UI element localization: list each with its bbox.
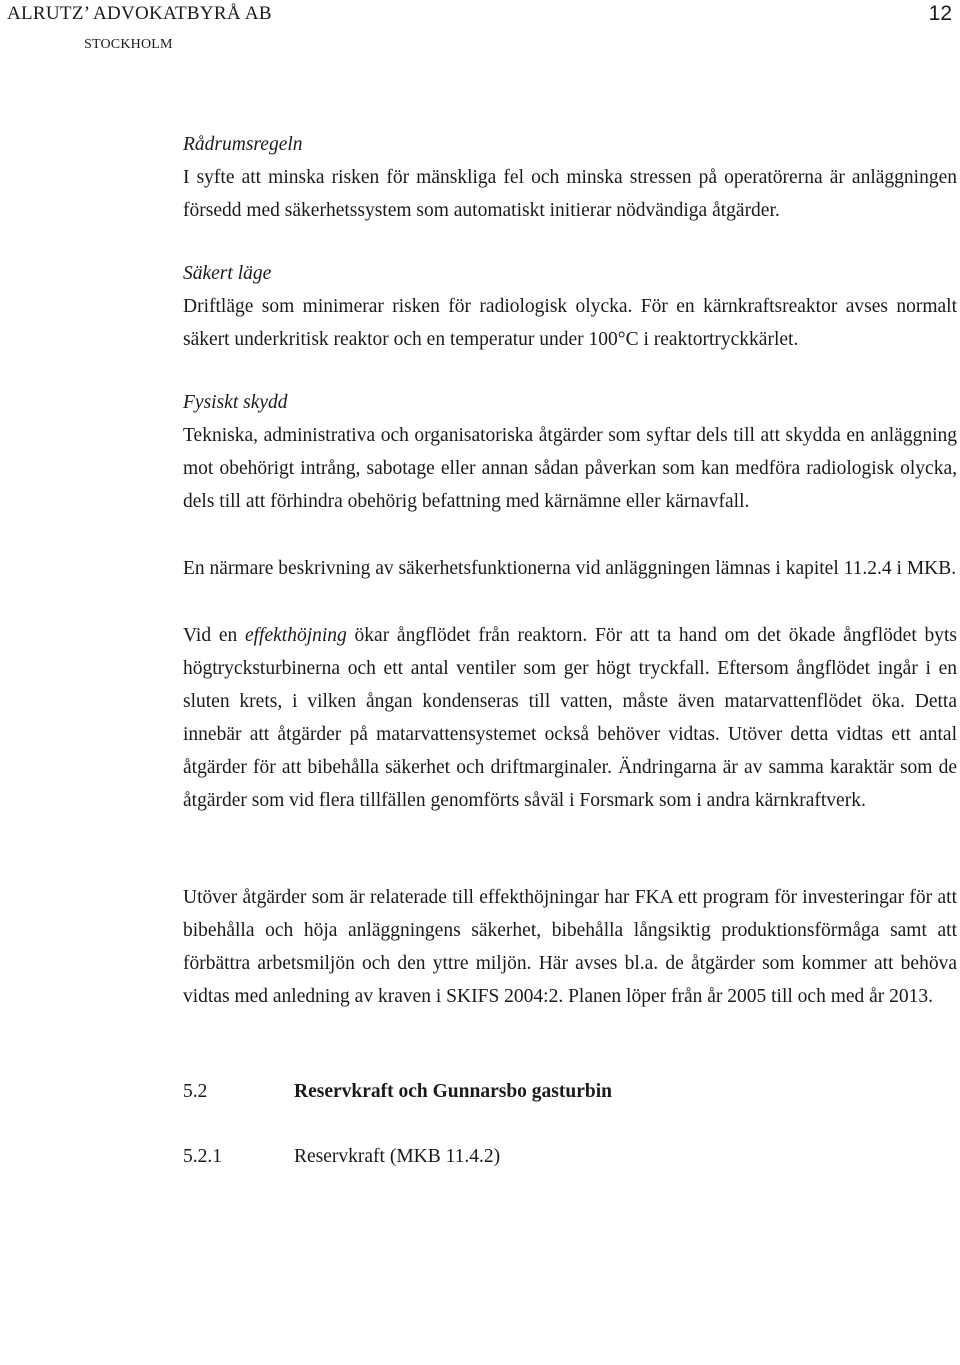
section-heading-5-2-1	[183, 1142, 957, 1172]
definition-title: Fysiskt skydd	[183, 392, 288, 413]
paragraph-investment-program: Utöver åtgärder som är relaterade till effekthöjningar har FKA ett program för investeringar för att bibehålla och höja anläggningens säkerhet, bibehålla långsiktig produktionsförmåga samt att förbättra arbetsmiljön och den yttre miljön. Här avses bl.a. de åtgärder som kommer att behöva vidtas med anledning av kraven i SKIFS 2004:2. Planen löper från år 2005 till och med år 2013.	[183, 887, 957, 1007]
section-number: 5.2.1	[183, 1146, 222, 1167]
definition-title: Säkert läge	[183, 263, 272, 284]
paragraph-safety-functions: En närmare beskrivning av säkerhetsfunktionerna vid anläggningen lämnas i kapitel 11.2.4 i MKB.	[183, 558, 957, 579]
section-number: 5.2	[183, 1081, 208, 1102]
firm-name: ALRUTZ’ ADVOKATBYRÅ AB	[7, 3, 272, 24]
emphasized-term: effekthöjning	[244, 625, 347, 646]
paragraph-text: ökar ångflödet från reaktorn. För att ta hand om det ökade ångflödet byts högtrycksturbinerna och ett antal ventiler som ger högt tryckfall. Eftersom ångflödet ingår i en sluten krets, i vilken ångan kondenseras till vatten, måste även matarvattenflödet öka. Detta innebär att åtgärder på matarvattensystemet också behöver vidtas. Utöver detta vidtas ett antal åtgärder för att bibehålla säkerhet och driftmarginaler. Ändringarna är av samma karaktär som de åtgärder som vid flera tillfällen genomförts såväl i Forsmark som i andra kärnkraftverk.	[183, 625, 958, 811]
definition-text: Tekniska, administrativa och organisatoriska åtgärder som syftar dels till att skydda en anläggning mot obehörigt intrång, sabotage eller annan sådan påverkan som kan medföra radiologisk olycka, dels till att förhindra obehörig befattning med kärnämne eller kärnavfall.	[183, 425, 957, 512]
definition-text: Driftläge som minimerar risken för radiologisk olycka. För en kärnkraftsreaktor avses normalt säkert underkritisk reaktor och en temperatur under 100°C i reaktortryckkärlet.	[183, 296, 957, 350]
definition-title: Rådrumsregeln	[183, 134, 303, 155]
definition-radrumsregeln	[183, 128, 957, 227]
definition-fysiskt-skydd	[183, 386, 957, 518]
section-title: Reservkraft och Gunnarsbo gasturbin	[294, 1081, 612, 1102]
document-body	[183, 128, 957, 1172]
section-title: Reservkraft (MKB 11.4.2)	[294, 1146, 501, 1167]
definition-text: I syfte att minska risken för mänskliga fel och minska stressen på operatörerna är anläggningen försedd med säkerhetssystem som automatiskt initierar nödvändiga åtgärder.	[183, 167, 957, 221]
section-heading-5-2	[183, 1077, 957, 1107]
page-number: 12	[928, 2, 952, 25]
firm-city: STOCKHOLM	[84, 37, 173, 52]
definition-sakert-lage	[183, 257, 957, 356]
paragraph-text: Vid en	[183, 625, 245, 646]
paragraph-power-uprate	[183, 619, 957, 817]
